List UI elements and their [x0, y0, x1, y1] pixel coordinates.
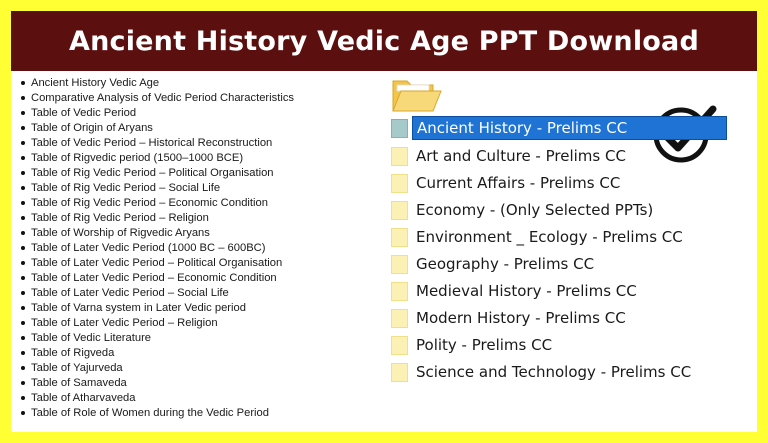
topic-item: Table of Origin of Aryans	[20, 121, 294, 136]
folder-item-science-and-technology[interactable]	[391, 360, 727, 384]
folder-item-current-affairs[interactable]	[391, 171, 727, 195]
topic-item: Table of Varna system in Later Vedic period	[20, 301, 294, 316]
folder-icon	[391, 201, 408, 220]
folder-label: Medieval History - Prelims CC	[416, 282, 637, 300]
topic-item: Table of Rig Vedic Period – Economic Condition	[20, 196, 294, 211]
folder-label: Polity - Prelims CC	[416, 336, 553, 354]
topic-item: Table of Atharvaveda	[20, 391, 294, 406]
folder-item-medieval-history[interactable]	[391, 279, 727, 303]
folder-label-box	[412, 116, 727, 140]
folder-icon	[391, 174, 408, 193]
topic-item: Table of Samaveda	[20, 376, 294, 391]
topic-item: Table of Rig Vedic Period – Political Organisation	[20, 166, 294, 181]
folder-label: Science and Technology - Prelims CC	[416, 363, 692, 381]
topic-item: Table of Rig Vedic Period – Social Life	[20, 181, 294, 196]
folder-label-box	[412, 360, 727, 384]
topic-item: Table of Worship of Rigvedic Aryans	[20, 226, 294, 241]
topic-item: Table of Rigveda	[20, 346, 294, 361]
topic-item: Table of Yajurveda	[20, 361, 294, 376]
folder-label-box	[412, 306, 727, 330]
folder-label: Economy - (Only Selected PPTs)	[416, 201, 654, 219]
folder-label: Art and Culture - Prelims CC	[416, 147, 626, 165]
folder-label-box	[412, 252, 727, 276]
topic-item: Table of Later Vedic Period – Political Organisation	[20, 256, 294, 271]
folder-label-box	[412, 333, 727, 357]
folder-icon	[391, 336, 408, 355]
folder-icon	[391, 282, 408, 301]
topic-item: Table of Later Vedic Period – Economic Condition	[20, 271, 294, 286]
open-folder-icon	[391, 75, 443, 115]
folder-item-geography[interactable]	[391, 252, 727, 276]
page-title: Ancient History Vedic Age PPT Download	[68, 25, 700, 57]
folder-item-modern-history[interactable]	[391, 306, 727, 330]
page-frame	[11, 11, 757, 432]
folder-label-box	[412, 171, 727, 195]
folder-icon	[391, 309, 408, 328]
topic-item: Table of Vedic Literature	[20, 331, 294, 346]
folder-item-ancient-history[interactable]	[391, 116, 727, 140]
topic-item: Table of Rig Vedic Period – Religion	[20, 211, 294, 226]
folder-icon	[391, 228, 408, 247]
topic-item: Table of Role of Women during the Vedic Period	[20, 406, 294, 421]
folder-label: Geography - Prelims CC	[416, 255, 595, 273]
topic-item: Table of Vedic Period – Historical Reconstruction	[20, 136, 294, 151]
folder-label: Current Affairs - Prelims CC	[416, 174, 621, 192]
topic-item: Ancient History Vedic Age	[20, 76, 294, 91]
topic-item: Table of Later Vedic Period – Social Life	[20, 286, 294, 301]
folder-label: Ancient History - Prelims CC	[417, 119, 628, 137]
folder-icon	[391, 147, 408, 166]
folder-label-box	[412, 144, 727, 168]
title-banner	[11, 11, 757, 71]
folder-icon	[391, 119, 408, 138]
folder-item-economy[interactable]	[391, 198, 727, 222]
topic-item: Table of Rigvedic period (1500–1000 BCE)	[20, 151, 294, 166]
folder-label-box	[412, 279, 727, 303]
topic-item: Comparative Analysis of Vedic Period Characteristics	[20, 91, 294, 106]
folder-item-art-and-culture[interactable]	[391, 144, 727, 168]
folder-label-box	[412, 225, 727, 249]
topic-list	[20, 76, 294, 421]
folder-item-polity[interactable]	[391, 333, 727, 357]
folder-icon	[391, 363, 408, 382]
folder-label-box	[412, 198, 727, 222]
topic-item: Table of Later Vedic Period (1000 BC – 600BC)	[20, 241, 294, 256]
folder-label: Environment _ Ecology - Prelims CC	[416, 228, 683, 246]
folder-label: Modern History - Prelims CC	[416, 309, 626, 327]
topic-item: Table of Vedic Period	[20, 106, 294, 121]
topic-item: Table of Later Vedic Period – Religion	[20, 316, 294, 331]
folder-item-environment-ecology[interactable]	[391, 225, 727, 249]
folder-icon	[391, 255, 408, 274]
